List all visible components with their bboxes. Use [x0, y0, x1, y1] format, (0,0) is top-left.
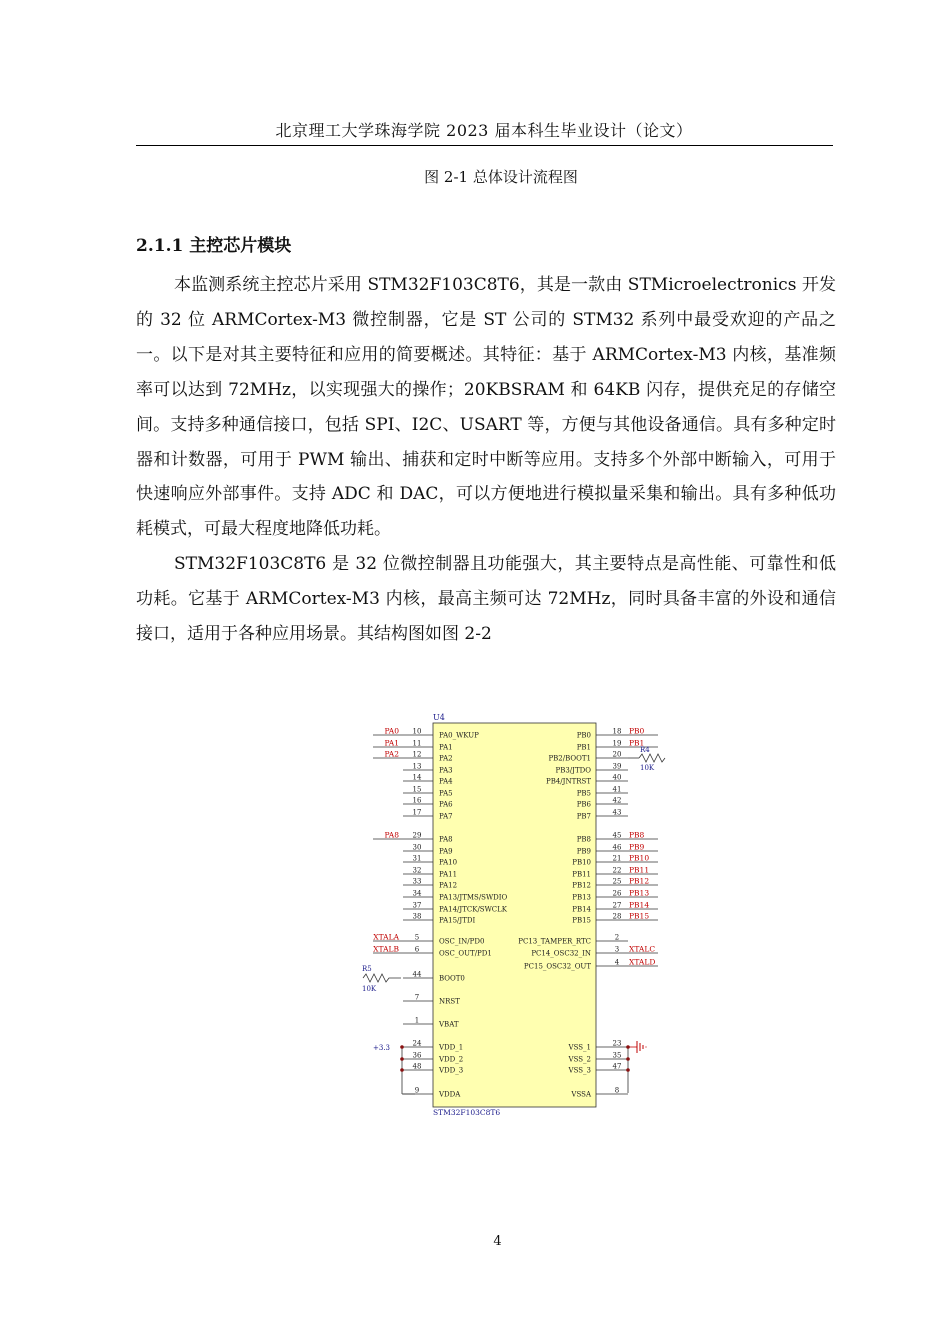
net-label: PB15	[629, 911, 650, 921]
net-label: PB9	[629, 842, 645, 852]
pin-number: 25	[612, 877, 622, 886]
pin-number: 11	[412, 739, 422, 748]
pin-number: 29	[412, 831, 422, 840]
pin-number: 4	[614, 958, 620, 967]
pin-number: 39	[612, 762, 622, 771]
pin-name: PA9	[439, 847, 453, 856]
pin-number: 26	[612, 889, 622, 898]
pin-name: PB11	[572, 870, 591, 879]
u4-designator: U4	[433, 713, 445, 722]
r5-value: 10K	[362, 985, 377, 993]
pin-number: 9	[414, 1086, 420, 1095]
pin-name: PB13	[572, 893, 591, 902]
pin-name: PA3	[439, 766, 453, 775]
part-name: STM32F103C8T6	[433, 1108, 501, 1117]
paragraph-features: 本监测系统主控芯片采用 STM32F103C8T6，其是一款由 STMicroelectronics 开发的 32 位 ARMCortex-M3 微控制器，它是 ST 公司的 STM32 系列中最受欢迎的产品之一。以下是对其主要特征和应用的简要概述。其特征：基于 ARMCortex-M3 内核，基准频率可以达到 72MHz，以实现强大的操作；20KBSRAM 和 64KB 闪存，提供充足的存储空间。支持多种通信接口，包括 SPI、I2C、USART 等，方便与其他设备通信。具有多种定时器和计数器，可用于 PWM 输出、捕获和定时中断等应用。支持多个外部中断输入，可用于快速响应外部事件。支持 ADC 和 DAC，可以方便地进行模拟量采集和输出。具有多种低功耗模式，可最大程度地降低功耗。	[136, 275, 836, 540]
pin-number: 31	[412, 854, 422, 863]
r4-designator: R4	[640, 746, 650, 754]
ground-net	[626, 1041, 646, 1093]
pin-number: 20	[612, 750, 622, 759]
pin-name: PC15_OSC32_OUT	[523, 962, 591, 971]
pin-name: PC14_OSC32_IN	[531, 949, 591, 958]
pin-name: OSC_IN/PD0	[439, 937, 485, 946]
pin-number: 17	[412, 808, 422, 817]
page-header: 北京理工大学珠海学院 2023 届本科生毕业设计（论文）	[275, 121, 693, 140]
pin-name: PB6	[576, 800, 591, 809]
pin-name: PB8	[576, 835, 591, 844]
pin-number: 47	[612, 1062, 622, 1071]
pin-name: PB5	[576, 789, 591, 798]
pin-number: 32	[412, 866, 422, 875]
net-label: PA8	[384, 830, 399, 840]
pin-number: 15	[412, 785, 422, 794]
net-label: PB12	[629, 876, 650, 886]
pin-name: PB15	[572, 916, 591, 925]
net-label: XTALA	[373, 932, 399, 942]
pin-name: PB12	[572, 881, 591, 890]
pin-number: 8	[614, 1086, 620, 1095]
ground-icon	[626, 1045, 630, 1049]
net-label: PB10	[629, 853, 650, 863]
pin-name: PB2/BOOT1	[548, 754, 591, 763]
pin-name: VDD_3	[439, 1066, 464, 1075]
pin-number: 38	[412, 912, 422, 921]
pin-number: 41	[612, 785, 622, 794]
pin-number: 10	[412, 727, 422, 736]
net-label: XTALD	[629, 957, 656, 967]
pin-name: VSS_1	[568, 1043, 591, 1052]
pin-number: 14	[412, 773, 422, 782]
pin-name: PA8	[439, 835, 453, 844]
net-label: PA0	[384, 726, 399, 736]
pin-number: 2	[614, 933, 620, 942]
page-number: 4	[493, 1234, 502, 1249]
pin-name: VSS_3	[568, 1066, 591, 1075]
pin-name: VDD_1	[439, 1043, 464, 1052]
pin-name: PB7	[576, 812, 591, 821]
pin-name: VSSA	[571, 1090, 591, 1099]
net-label: PB13	[629, 888, 650, 898]
r4-value: 10K	[640, 764, 655, 772]
pin-name: VDD_2	[439, 1055, 464, 1064]
pin-name: PA10	[439, 858, 458, 867]
net-label: PB0	[629, 726, 645, 736]
pin-name: PB0	[576, 731, 591, 740]
pin-number: 37	[412, 901, 422, 910]
pin-name: PB1	[576, 743, 591, 752]
pin-name: PA7	[439, 812, 453, 821]
r5-designator: R5	[362, 965, 372, 973]
pin-number: 28	[612, 912, 622, 921]
pin-name: PA0_WKUP	[439, 731, 479, 740]
pin-number: 23	[612, 1039, 622, 1048]
pin-name: PA13/JTMS/SWDIO	[439, 893, 508, 902]
pin-name: PA5	[439, 789, 453, 798]
pin-number: 21	[612, 854, 622, 863]
pin-number: 34	[412, 889, 422, 898]
resistor-r4	[639, 746, 665, 772]
pin-name: PC13_TAMPER_RTC	[518, 937, 591, 946]
pin-number: 44	[412, 970, 422, 979]
pin-name: PA2	[439, 754, 453, 763]
pin-number: 40	[612, 773, 622, 782]
paragraph-summary: STM32F103C8T6 是 32 位微控制器且功能强大，其主要特点是高性能、可靠性和低功耗。它基于 ARMCortex-M3 内核，最高主频可达 72MHz，同时具备丰富的外设和通信接口，适用于各种应用场景。其结构图如图 2-2	[136, 554, 836, 644]
net-label: PB14	[629, 900, 650, 910]
pin-number: 7	[414, 993, 420, 1002]
pin-number: 18	[612, 727, 622, 736]
pin-number: 19	[612, 739, 622, 748]
net-label: XTALB	[373, 944, 399, 954]
net-label: PB1	[629, 738, 645, 748]
pin-name: VSS_2	[568, 1055, 591, 1064]
pin-number: 5	[414, 933, 420, 942]
net-label: PA2	[384, 749, 399, 759]
pin-number: 12	[412, 750, 422, 759]
pin-number: 24	[412, 1039, 422, 1048]
pin-name: PB14	[572, 905, 591, 914]
mcu-schematic	[355, 708, 675, 1124]
pin-number: 46	[612, 843, 622, 852]
pin-name: PA1	[439, 743, 453, 752]
pin-number: 13	[412, 762, 422, 771]
power-label: +3.3	[373, 1044, 390, 1052]
pin-number: 48	[412, 1062, 422, 1071]
pin-number: 16	[412, 796, 422, 805]
pin-number: 33	[412, 877, 422, 886]
vdd-power-net	[373, 1044, 415, 1094]
pin-name: PA15/JTDI	[439, 916, 476, 925]
pin-name: PA4	[439, 777, 453, 786]
net-label: XTALC	[629, 944, 656, 954]
pin-number: 42	[612, 796, 622, 805]
pin-number: 43	[612, 808, 622, 817]
pin-name: PB9	[576, 847, 591, 856]
net-label: PB8	[629, 830, 645, 840]
pin-number: 3	[614, 945, 620, 954]
pin-name: PA14/JTCK/SWCLK	[439, 905, 508, 914]
pin-name: PB10	[572, 858, 591, 867]
pin-number: 27	[612, 901, 622, 910]
pin-name: OSC_OUT/PD1	[439, 949, 492, 958]
pin-number: 22	[612, 866, 622, 875]
figure-caption: 图 2-1 总体设计流程图	[424, 168, 578, 186]
pin-number: 1	[414, 1016, 420, 1025]
pin-name: PA11	[439, 870, 458, 879]
pin-number: 30	[412, 843, 422, 852]
pin-name: BOOT0	[439, 974, 465, 983]
pin-name: VDDA	[439, 1090, 461, 1099]
pin-name: PB3/JTDO	[555, 766, 591, 775]
pin-name: PB4/JNTRST	[545, 777, 591, 786]
pin-name: PA6	[439, 800, 453, 809]
net-label: PA1	[384, 738, 399, 748]
pin-number: 35	[612, 1051, 622, 1060]
pin-number: 45	[612, 831, 622, 840]
net-label: PB11	[629, 865, 650, 875]
pin-name: NRST	[439, 997, 460, 1006]
pin-number: 6	[414, 945, 420, 954]
resistor-r5	[362, 965, 401, 993]
pin-name: PA12	[439, 881, 458, 890]
pin-name: VBAT	[439, 1020, 459, 1029]
header-divider	[136, 145, 833, 146]
section-heading: 2.1.1 主控芯片模块	[136, 236, 292, 256]
pin-number: 36	[412, 1051, 422, 1060]
